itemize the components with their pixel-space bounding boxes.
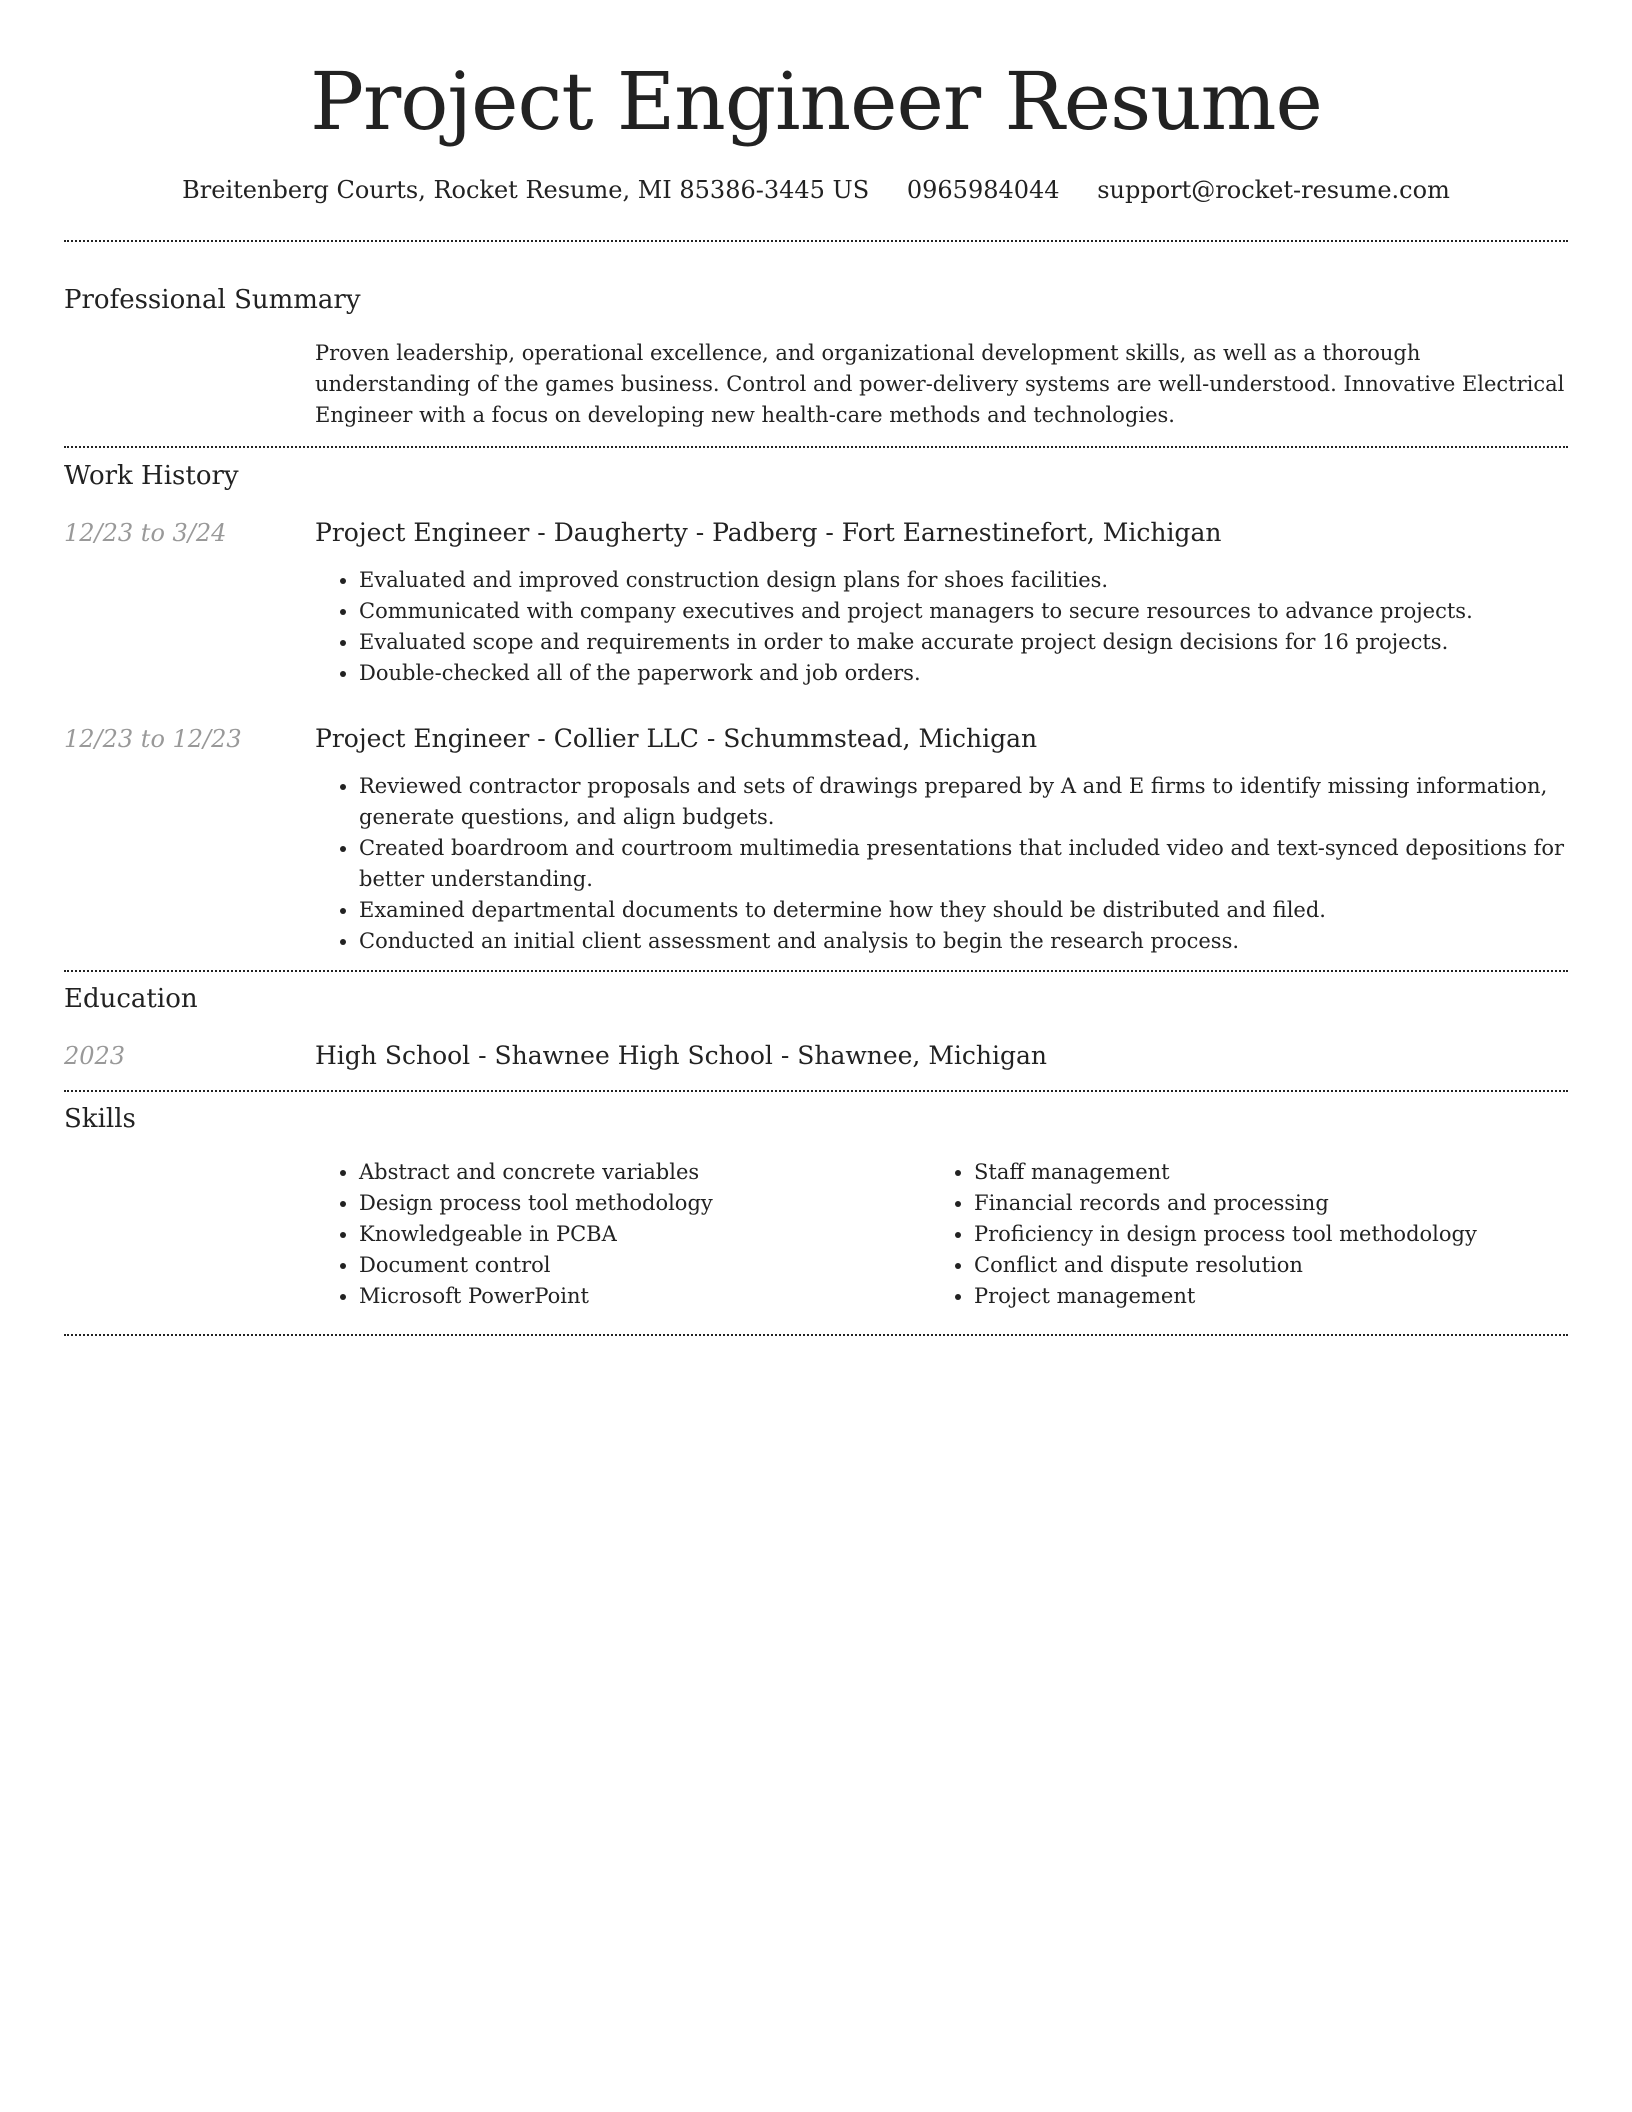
skill-item: • Project management <box>974 1281 1530 1312</box>
summary-text: Proven leadership, operational excellence, and organizational development skills, as well as a thorough understanding of the games business. Control and power-delivery systems are well-understood. Innovative Electrical Engineer with a focus on developing new health-care methods and technologies. <box>315 341 1565 427</box>
contact-email: support@rocket-resume.com <box>1097 176 1450 204</box>
job-bullet: • Created boardroom and courtroom multimedia presentations that included video and text-synced depositions for better understanding. <box>359 833 1565 895</box>
skill-item: • Microsoft PowerPoint <box>359 1281 915 1312</box>
job-bullet: • Communicated with company executives and project managers to secure resources to advance projects. <box>359 596 1565 627</box>
job-title: Project Engineer - Collier LLC - Schummstead, Michigan <box>315 724 1038 753</box>
job-title: Project Engineer - Daugherty - Padberg - Fort Earnestinefort, Michigan <box>315 518 1222 547</box>
job-bullet: • Evaluated scope and requirements in order to make accurate project design decisions for 16 projects. <box>359 627 1565 658</box>
skill-item: • Proficiency in design process tool methodology <box>974 1219 1530 1250</box>
contact-phone: 0965984044 <box>906 176 1060 204</box>
skill-item: • Financial records and processing <box>974 1188 1530 1219</box>
job-bullets <box>315 771 1565 957</box>
skill-item: • Abstract and concrete variables <box>359 1157 915 1188</box>
skills-list-left <box>315 1157 915 1312</box>
section-title-skills: Skills <box>64 1104 136 1134</box>
education-school: - Shawnee High School - Shawnee, Michigan <box>470 1041 1048 1070</box>
resume-title: Project Engineer Resume <box>310 55 1322 148</box>
section-title-education: Education <box>64 984 198 1014</box>
job-bullet: • Evaluated and improved construction design plans for shoes facilities. <box>359 565 1565 596</box>
skill-item: • Conflict and dispute resolution <box>974 1250 1530 1281</box>
divider <box>64 1090 1568 1092</box>
education-entry <box>315 1036 1047 1076</box>
divider <box>64 446 1568 448</box>
job-bullets <box>315 565 1565 689</box>
skill-item: • Knowledgeable in PCBA <box>359 1219 915 1250</box>
section-title-summary: Professional Summary <box>64 285 361 315</box>
divider <box>64 240 1568 242</box>
education-degree: High School <box>315 1041 471 1070</box>
job-dates: 12/23 to 3/24 <box>64 519 227 547</box>
job-bullet: • Examined departmental documents to determine how they should be distributed and filed. <box>359 895 1565 926</box>
skill-item: • Document control <box>359 1250 915 1281</box>
job-dates: 12/23 to 12/23 <box>64 725 242 753</box>
section-title-work-history: Work History <box>64 461 239 491</box>
job-bullet: • Reviewed contractor proposals and sets of drawings prepared by A and E firms to identify missing information, generate questions, and align budgets. <box>359 771 1565 833</box>
skill-item: • Staff management <box>974 1157 1530 1188</box>
contact-line <box>64 170 1568 210</box>
education-year: 2023 <box>64 1042 126 1070</box>
job-bullet: • Double-checked all of the paperwork and job orders. <box>359 658 1565 689</box>
contact-address: Breitenberg Courts, Rocket Resume, MI 85386-3445 US <box>182 176 870 204</box>
job-bullet: • Conducted an initial client assessment and analysis to begin the research process. <box>359 926 1565 957</box>
skills-list-right <box>930 1157 1530 1312</box>
skill-item: • Design process tool methodology <box>359 1188 915 1219</box>
divider <box>64 970 1568 972</box>
divider <box>64 1334 1568 1336</box>
